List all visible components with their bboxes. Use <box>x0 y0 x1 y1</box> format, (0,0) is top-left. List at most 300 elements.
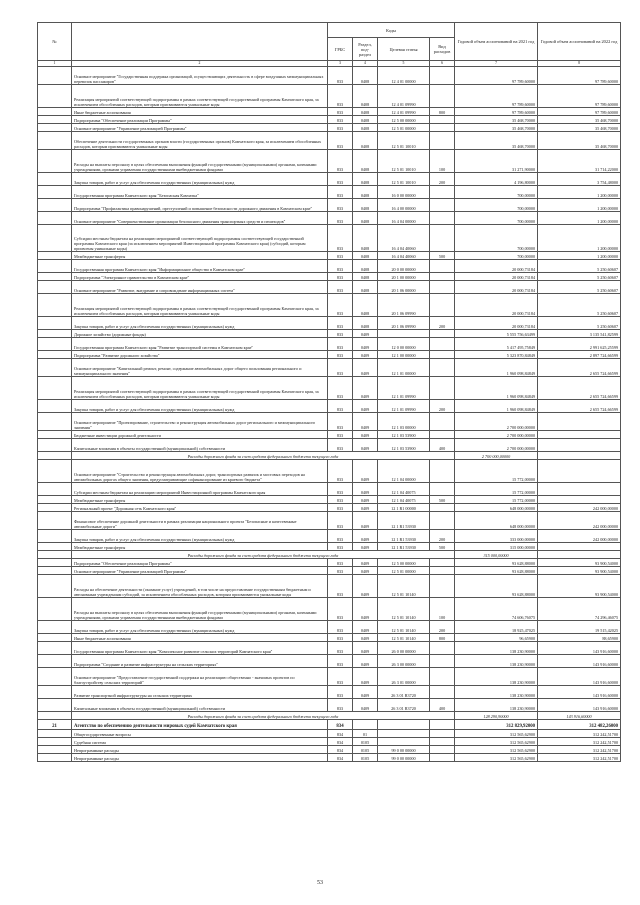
cell-no <box>38 377 72 400</box>
cell-amount-2022: 242 000,00000 <box>538 504 621 512</box>
col-index: 7 <box>455 61 538 67</box>
table-row <box>38 173 621 186</box>
cell-no <box>38 483 72 496</box>
cell-no <box>38 551 72 559</box>
cell-section: 0409 <box>353 567 378 575</box>
cell-target: 12 1 03 53900 <box>378 431 430 439</box>
cell-expense-type <box>430 642 455 655</box>
table-row <box>38 116 621 124</box>
cell-grbs: 833 <box>328 225 353 252</box>
cell-target: 16 4 00 00000 <box>378 199 430 212</box>
note-row <box>38 551 621 559</box>
cell-target: 12 5 01 10010 <box>378 173 430 186</box>
cell-expense-type <box>430 567 455 575</box>
cell-amount-2022: 3 754,48000 <box>538 173 621 186</box>
cell-amount-2022: 97 789,60000 <box>538 108 621 116</box>
cell-amount-2022: 5 250,60607 <box>538 273 621 281</box>
cell-amount-2022: 5 250,60607 <box>538 281 621 294</box>
cell-amount-2022 <box>538 413 621 431</box>
cell-target <box>378 730 430 738</box>
cell-expense-type: 400 <box>430 439 455 452</box>
cell-target: 12 5 01 00000 <box>378 124 430 132</box>
cell-no <box>38 252 72 260</box>
budget-table-sheet <box>37 22 620 762</box>
table-row <box>38 559 621 567</box>
cell-target: 26 3 01 R3720 <box>378 699 430 712</box>
cell-expense-type <box>430 431 455 439</box>
cell-grbs: 833 <box>328 281 353 294</box>
cell-target <box>378 738 430 746</box>
cell-amount-2022: 143 916,60000 <box>538 699 621 712</box>
cell-amount-2022: 31 714,22000 <box>538 150 621 173</box>
table-row <box>38 400 621 413</box>
cell-section: 0408 <box>353 225 378 252</box>
cell-expense-type <box>430 85 455 108</box>
cell-grbs: 834 <box>328 754 353 762</box>
cell-name: Расходы на выплаты персоналу в целях обеспечения выполнения функций государственными (муниципальными) органами, казенными учреждениями, органами управления государственными внебюджетными фондами <box>72 150 328 173</box>
cell-name: Основное мероприятие "Управление реализацией Программы" <box>72 124 328 132</box>
cell-no <box>38 294 72 317</box>
cell-target: 26 3 01 00000 <box>378 668 430 686</box>
cell-name: Обеспечение деятельности государственных органов власти (государственных органов) Камчатского края, за исключением обособленных расходов, которым присваиваются уникальные коды <box>72 132 328 150</box>
codes-header: Коды <box>328 23 455 38</box>
cell-amount-2021: 700,00000 <box>455 212 538 225</box>
cell-section: 0409 <box>353 504 378 512</box>
cell-grbs: 833 <box>328 212 353 225</box>
note-row <box>38 452 621 460</box>
cell-amount-2021: 700,00000 <box>455 225 538 252</box>
cell-expense-type <box>430 377 455 400</box>
cell-amount-2021: 35 468,70000 <box>455 116 538 124</box>
cell-amount-2022: 143 916,60000 <box>538 712 621 720</box>
cell-grbs: 833 <box>328 338 353 351</box>
cell-grbs: 833 <box>328 567 353 575</box>
cell-section: 0409 <box>353 686 378 699</box>
cell-amount-2022 <box>538 551 621 559</box>
cell-amount-2022: 312 242,51700 <box>538 754 621 762</box>
budget-table <box>37 22 621 762</box>
cell-target: 12 1 R1 00000 <box>378 504 430 512</box>
cell-amount-2021: 20 000,73184 <box>455 273 538 281</box>
table-row <box>38 260 621 273</box>
cell-amount-2022: 143 916,60000 <box>538 655 621 668</box>
cell-expense-type <box>430 359 455 377</box>
cell-amount-2021: 138 230,90000 <box>455 699 538 712</box>
cell-amount-2021: 312 565,62900 <box>455 746 538 754</box>
cell-name: Непрограммные расходы <box>72 754 328 762</box>
cell-expense-type <box>430 116 455 124</box>
cell-section: 0409 <box>353 575 378 598</box>
cell-grbs: 833 <box>328 400 353 413</box>
cell-target: 12 5 01 10140 <box>378 621 430 634</box>
col-2021-header: Годовой объем ассигнований на 2021 год <box>455 23 538 61</box>
cell-no <box>38 330 72 338</box>
cell-amount-2021: 35 468,70000 <box>455 124 538 132</box>
cell-name: Расходы на выплаты персоналу в целях обеспечения выполнения функций государственными (муниципальными) органами, казенными учреждениями, органами управления государственными внебюджетными фондами <box>72 598 328 621</box>
table-row <box>38 496 621 504</box>
cell-amount-2022: 35 468,70000 <box>538 116 621 124</box>
table-row <box>38 746 621 754</box>
cell-section: 0408 <box>353 186 378 199</box>
cell-no <box>38 730 72 738</box>
note-row <box>38 712 621 720</box>
cell-section: 0409 <box>353 460 378 483</box>
cell-grbs: 833 <box>328 132 353 150</box>
cell-name: Закупка товаров, работ и услуг для обеспечения государственных (муниципальных) нужд <box>72 173 328 186</box>
cell-name: Реализация мероприятий соответствующей подпрограммы в рамках соответствующей государственной программы Камчатского края, за исключением обособленных расходов, которым присваиваются уникальные коды <box>72 377 328 400</box>
cell-no <box>38 460 72 483</box>
cell-amount-2021: 2 700 000,00000 <box>455 431 538 439</box>
table-row <box>38 351 621 359</box>
cell-name: Расходы на обеспечение деятельности (оказание услуг) учреждений, в том числе на предоставление государственным бюджетным и автономным учреждениям субсидий, за исключением обособленных расходов, которым присваиваются уникальные коды <box>72 575 328 598</box>
cell-amount-2021: 315 000,00000 <box>455 543 538 551</box>
cell-no <box>38 400 72 413</box>
cell-expense-type <box>430 273 455 281</box>
cell-no <box>38 754 72 762</box>
table-row <box>38 634 621 642</box>
cell-section: 0409 <box>353 699 378 712</box>
cell-target: 20 1 00 00000 <box>378 273 430 281</box>
cell-target: 12 5 01 10010 <box>378 150 430 173</box>
cell-name: Субсидии местным бюджетам на реализацию мероприятий соответствующей подпрограммы соответствующей государственной программы Камчатского края (за исключением мероприятий Инвестиционной программы Камчатского края) (субсидий, которым присвоены уникальные коды) <box>72 225 328 252</box>
cell-no <box>38 530 72 543</box>
cell-amount-2021: 312 565,62900 <box>455 730 538 738</box>
cell-no <box>38 431 72 439</box>
cell-target: 16 0 00 00000 <box>378 186 430 199</box>
cell-grbs: 833 <box>328 150 353 173</box>
cell-target: 12 1 03 00000 <box>378 413 430 431</box>
cell-expense-type: 800 <box>430 108 455 116</box>
cell-grbs: 833 <box>328 559 353 567</box>
col-target-header: Целевая статья <box>378 38 430 61</box>
cell-grbs: 833 <box>328 543 353 551</box>
cell-amount-2022 <box>538 439 621 452</box>
cell-amount-2021: 5 555 756,63499 <box>455 330 538 338</box>
cell-grbs: 834 <box>328 738 353 746</box>
cell-amount-2021: 2 700 000,00000 <box>455 452 538 460</box>
cell-expense-type: 400 <box>430 699 455 712</box>
cell-amount-2022 <box>538 460 621 483</box>
cell-target <box>378 720 430 730</box>
cell-amount-2021: 128 290,90000 <box>455 712 538 720</box>
cell-amount-2021: 2 700 000,00000 <box>455 439 538 452</box>
cell-expense-type: 100 <box>430 598 455 621</box>
col-section-header: Раздел, под-раздел <box>353 38 378 61</box>
cell-amount-2022 <box>538 483 621 496</box>
cell-expense-type <box>430 512 455 530</box>
cell-no <box>38 413 72 431</box>
cell-grbs: 833 <box>328 252 353 260</box>
table-row <box>38 431 621 439</box>
cell-name: Иные бюджетные ассигнования <box>72 634 328 642</box>
cell-grbs: 833 <box>328 621 353 634</box>
cell-name: Капитальные вложения в объекты государственной (муниципальной) собственности <box>72 699 328 712</box>
table-row <box>38 413 621 431</box>
cell-no <box>38 634 72 642</box>
cell-name: Бюджетные инвестиции дорожной деятельности <box>72 431 328 439</box>
cell-no <box>38 173 72 186</box>
cell-amount-2021: 5 323 870,84849 <box>455 351 538 359</box>
table-row <box>38 567 621 575</box>
cell-name: Основное мероприятие "Развитие, внедрение и сопровождение информационных систем" <box>72 281 328 294</box>
cell-amount-2021: 138 230,90000 <box>455 655 538 668</box>
cell-section: 0408 <box>353 85 378 108</box>
table-row <box>38 273 621 281</box>
cell-amount-2021: 312 565,62900 <box>455 754 538 762</box>
cell-target: 26 3 01 R3720 <box>378 686 430 699</box>
cell-no <box>38 712 72 720</box>
cell-no <box>38 281 72 294</box>
cell-no <box>38 699 72 712</box>
cell-expense-type <box>430 67 455 85</box>
cell-target: 12 1 R1 53930 <box>378 512 430 530</box>
cell-grbs: 833 <box>328 124 353 132</box>
col-2022-header: Годовой объем ассигнований на 2022 год <box>538 23 621 61</box>
cell-expense-type: 200 <box>430 317 455 330</box>
cell-name: Закупка товаров, работ и услуг для обеспечения государственных (муниципальных) нужд <box>72 317 328 330</box>
cell-amount-2021: 97 789,60000 <box>455 85 538 108</box>
cell-name: Подпрограмма "Обеспечение реализации Программы" <box>72 559 328 567</box>
cell-target: 12 5 01 10140 <box>378 575 430 598</box>
cell-amount-2021: 20 000,73184 <box>455 260 538 273</box>
cell-expense-type <box>430 413 455 431</box>
cell-no <box>38 116 72 124</box>
cell-amount-2022: 2 897 724,66599 <box>538 351 621 359</box>
cell-amount-2022: 19 515,42025 <box>538 621 621 634</box>
cell-no: 21 <box>38 720 72 730</box>
cell-expense-type: 200 <box>430 530 455 543</box>
table-row <box>38 621 621 634</box>
cell-name: Судебная система <box>72 738 328 746</box>
cell-section: 0409 <box>353 351 378 359</box>
cell-grbs: 833 <box>328 460 353 483</box>
cell-expense-type <box>430 655 455 668</box>
cell-name: Региональный проект "Дорожная сеть Камчатского края" <box>72 504 328 512</box>
table-row <box>38 754 621 762</box>
cell-target: 12 1 04 40075 <box>378 483 430 496</box>
table-row <box>38 199 621 212</box>
cell-section <box>353 720 378 730</box>
cell-no <box>38 260 72 273</box>
cell-expense-type <box>430 132 455 150</box>
col-name-header <box>72 23 328 61</box>
cell-amount-2022: 5 250,60607 <box>538 260 621 273</box>
cell-amount-2021: 97 789,60000 <box>455 108 538 116</box>
table-row <box>38 85 621 108</box>
cell-target: 12 5 00 00000 <box>378 559 430 567</box>
cell-no <box>38 273 72 281</box>
cell-no <box>38 496 72 504</box>
table-row <box>38 132 621 150</box>
table-row <box>38 642 621 655</box>
cell-amount-2021: 5 417 495,75849 <box>455 338 538 351</box>
cell-name: Непрограммные расходы <box>72 746 328 754</box>
cell-no <box>38 439 72 452</box>
cell-amount-2022: 74 296,46075 <box>538 598 621 621</box>
cell-expense-type <box>430 504 455 512</box>
cell-amount-2022: 2 655 724,66599 <box>538 400 621 413</box>
cell-amount-2021: 700,00000 <box>455 199 538 212</box>
cell-section: 0105 <box>353 746 378 754</box>
col-index: 1 <box>38 61 72 67</box>
cell-expense-type <box>430 124 455 132</box>
cell-no <box>38 67 72 85</box>
cell-amount-2022: 312 242,51700 <box>538 738 621 746</box>
cell-amount-2022: 143 916,60000 <box>538 668 621 686</box>
cell-amount-2021: 96,65900 <box>455 634 538 642</box>
cell-no <box>38 621 72 634</box>
cell-name: Межбюджетные трансферты <box>72 543 328 551</box>
cell-no <box>38 132 72 150</box>
cell-grbs: 833 <box>328 439 353 452</box>
cell-target: 99 0 00 00000 <box>378 746 430 754</box>
cell-grbs: 834 <box>328 730 353 738</box>
cell-expense-type <box>430 483 455 496</box>
cell-target: 12 5 01 10140 <box>378 598 430 621</box>
cell-expense-type <box>430 294 455 317</box>
cell-expense-type <box>430 225 455 252</box>
cell-amount-2022 <box>538 452 621 460</box>
table-row <box>38 483 621 496</box>
cell-grbs: 833 <box>328 186 353 199</box>
cell-name: Основное мероприятие "Совершенствование организации безопасного движения транспортных средств и пешеходов" <box>72 212 328 225</box>
cell-name: Подпрограмма "Развитие дорожного хозяйства" <box>72 351 328 359</box>
cell-name: Подпрограмма "Профилактика правонарушений, преступлений и повышение безопасности дорожного движения в Камчатском крае" <box>72 199 328 212</box>
cell-amount-2022: 35 468,70000 <box>538 132 621 150</box>
cell-expense-type <box>430 330 455 338</box>
cell-expense-type <box>430 351 455 359</box>
cell-amount-2022: 1 200,00000 <box>538 225 621 252</box>
cell-amount-2021: 15 772,00000 <box>455 460 538 483</box>
table-row <box>38 668 621 686</box>
cell-amount-2022: 1 200,00000 <box>538 199 621 212</box>
cell-no <box>38 351 72 359</box>
cell-amount-2022: 143 916,60000 <box>538 642 621 655</box>
cell-amount-2022: 93 900,54000 <box>538 575 621 598</box>
cell-grbs: 834 <box>328 746 353 754</box>
cell-amount-2021: 315 000,00000 <box>455 551 538 559</box>
cell-grbs: 834 <box>328 720 353 730</box>
cell-section: 0408 <box>353 199 378 212</box>
cell-expense-type <box>430 720 455 730</box>
table-row <box>38 575 621 598</box>
cell-no <box>38 738 72 746</box>
cell-section: 0409 <box>353 559 378 567</box>
cell-amount-2021: 35 468,70000 <box>455 132 538 150</box>
cell-amount-2021: 93 628,88000 <box>455 567 538 575</box>
cell-section: 0409 <box>353 598 378 621</box>
cell-amount-2022: 312 242,51700 <box>538 730 621 738</box>
table-row <box>38 543 621 551</box>
cell-section: 0409 <box>353 543 378 551</box>
cell-no <box>38 598 72 621</box>
cell-amount-2021: 700,00000 <box>455 252 538 260</box>
cell-grbs: 833 <box>328 598 353 621</box>
cell-expense-type <box>430 199 455 212</box>
cell-name: Подпрограмма "Создание и развитие инфраструктуры на сельских территориях" <box>72 655 328 668</box>
cell-grbs: 833 <box>328 173 353 186</box>
table-row <box>38 512 621 530</box>
cell-target: 12 1 04 00000 <box>378 460 430 483</box>
cell-amount-2021: 15 772,00000 <box>455 496 538 504</box>
cell-amount-2022: 1 200,00000 <box>538 186 621 199</box>
cell-no <box>38 199 72 212</box>
cell-amount-2022: 1 200,00000 <box>538 252 621 260</box>
cell-amount-2021: 138 230,90000 <box>455 686 538 699</box>
table-row <box>38 124 621 132</box>
cell-amount-2022: 5 250,60607 <box>538 317 621 330</box>
table-row <box>38 225 621 252</box>
cell-name: Подпрограмма "Электронное правительство в Камчатском крае" <box>72 273 328 281</box>
cell-grbs: 833 <box>328 668 353 686</box>
cell-name: Реализация мероприятий соответствующей подпрограммы в рамках соответствующей государственной программы Камчатского края, за исключением обособленных расходов, которым присваиваются уникальные коды <box>72 294 328 317</box>
cell-expense-type: 500 <box>430 543 455 551</box>
cell-name: Основное мероприятие "Строительство и реконструкция автомобильных дорог, транспортных развязок и мостовых переходов на автомобильных дорогах общего значения, предусматривающие софинансирование из краевого бюджета" <box>72 460 328 483</box>
table-row <box>38 460 621 483</box>
cell-expense-type: 200 <box>430 400 455 413</box>
cell-amount-2022: 2 991 625,25599 <box>538 338 621 351</box>
cell-name: Агентство по обеспечению деятельности мировых судей Камчатского края <box>72 720 328 730</box>
cell-section: 0409 <box>353 413 378 431</box>
cell-amount-2021: 312 829,92000 <box>455 720 538 730</box>
cell-amount-2022: 97 789,60000 <box>538 67 621 85</box>
cell-no <box>38 150 72 173</box>
cell-target: 12 5 00 00000 <box>378 116 430 124</box>
cell-expense-type <box>430 746 455 754</box>
cell-expense-type: 500 <box>430 252 455 260</box>
cell-name: Основное мероприятие "Предоставление государственной поддержки на реализацию общественно - значимых проектов по благоустройству сельских территорий" <box>72 668 328 686</box>
cell-grbs: 833 <box>328 260 353 273</box>
cell-expense-type <box>430 212 455 225</box>
cell-note: Расходы дорожного фонда за счет средств федерального бюджета текущего года <box>72 712 455 720</box>
cell-section: 0408 <box>353 317 378 330</box>
cell-target: 12 1 03 53900 <box>378 439 430 452</box>
cell-expense-type: 100 <box>430 150 455 173</box>
cell-section: 0409 <box>353 439 378 452</box>
cell-grbs: 833 <box>328 634 353 642</box>
cell-expense-type <box>430 730 455 738</box>
cell-target: 12 1 01 09990 <box>378 400 430 413</box>
cell-expense-type <box>430 260 455 273</box>
table-row <box>38 439 621 452</box>
cell-expense-type: 200 <box>430 621 455 634</box>
table-row <box>38 359 621 377</box>
table-row <box>38 699 621 712</box>
cell-target: 12 1 04 40075 <box>378 496 430 504</box>
cell-amount-2022: 312 482,26000 <box>538 720 621 730</box>
agency-row <box>38 720 621 730</box>
cell-name: Подпрограмма "Обеспечение реализации Программы" <box>72 116 328 124</box>
cell-amount-2022 <box>538 543 621 551</box>
cell-target: 20 1 06 09990 <box>378 294 430 317</box>
cell-amount-2021: 20 000,73184 <box>455 317 538 330</box>
col-type-header: Вид расходов <box>430 38 455 61</box>
cell-name: Государственная программа Камчатского края "Комплексное развитие сельских территорий Камчатского края" <box>72 642 328 655</box>
table-row <box>38 67 621 85</box>
cell-expense-type <box>430 668 455 686</box>
cell-target: 20 1 06 00000 <box>378 281 430 294</box>
cell-section: 0409 <box>353 359 378 377</box>
cell-target: 20 1 06 09990 <box>378 317 430 330</box>
cell-amount-2021: 74 606,76075 <box>455 598 538 621</box>
cell-target: 12 1 01 09990 <box>378 377 430 400</box>
col-index: 8 <box>538 61 621 67</box>
cell-expense-type <box>430 338 455 351</box>
cell-grbs: 833 <box>328 699 353 712</box>
cell-expense-type <box>430 575 455 598</box>
table-row <box>38 686 621 699</box>
cell-grbs: 833 <box>328 504 353 512</box>
